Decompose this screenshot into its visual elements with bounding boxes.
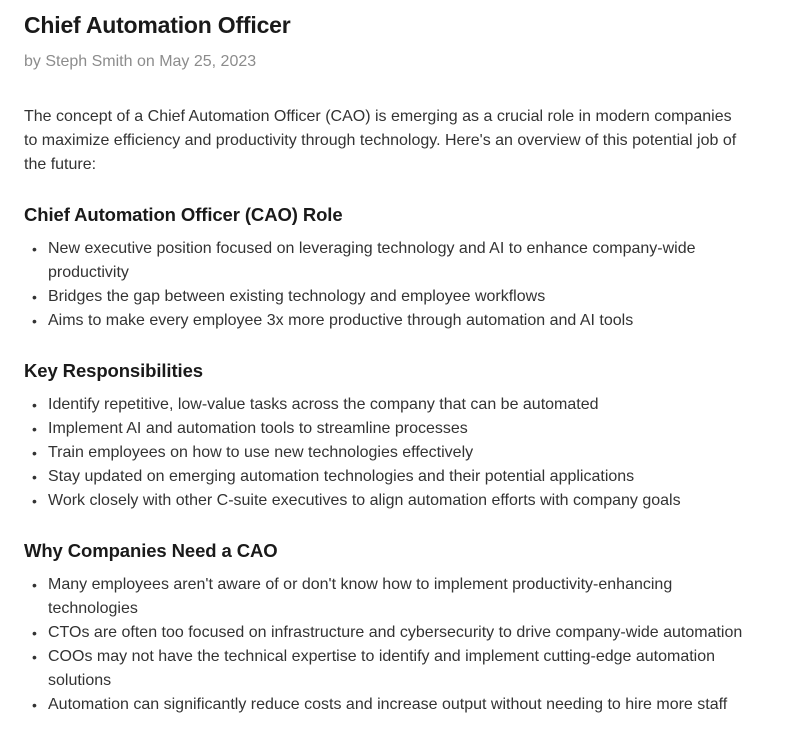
list-item-text: Stay updated on emerging automation technologies and their potential applications <box>48 468 635 485</box>
list-item <box>24 393 748 417</box>
list-item-text: Bridges the gap between existing technology and employee workflows <box>48 288 546 305</box>
bullet-icon: • <box>32 445 37 461</box>
list-item-text: Implement AI and automation tools to streamline processes <box>48 420 468 437</box>
list-item-text: Work closely with other C-suite executives to align automation efforts with company goals <box>48 492 681 509</box>
section-heading-why-companies-need-cao: Why Companies Need a CAO <box>24 540 278 561</box>
list-item-text: Many employees aren't aware of or don't know how to implement productivity-enhancing technologies <box>48 576 673 617</box>
list-item <box>24 285 748 309</box>
bullet-icon: • <box>32 241 37 257</box>
list-item-text: COOs may not have the technical expertise to identify and implement cutting-edge automation solutions <box>48 648 716 689</box>
intro-paragraph: The concept of a Chief Automation Officer (CAO) is emerging as a crucial role in modern companies to maximize efficiency and productivity through technology. Here's an overview of this potential job of the future: <box>24 108 737 173</box>
bullet-icon: • <box>32 469 37 485</box>
why-companies-need-cao-list <box>24 573 748 717</box>
list-item <box>24 489 748 513</box>
page-title: Chief Automation Officer <box>24 12 291 38</box>
list-item-text: Identify repetitive, low-value tasks across the company that can be automated <box>48 396 599 413</box>
byline: by Steph Smith on May 25, 2023 <box>24 53 257 70</box>
key-responsibilities-list <box>24 393 748 513</box>
bullet-icon: • <box>32 289 37 305</box>
list-item <box>24 621 748 645</box>
bullet-icon: • <box>32 397 37 413</box>
list-item-text: CTOs are often too focused on infrastructure and cybersecurity to drive company-wide automation <box>48 624 743 641</box>
list-item <box>24 465 748 489</box>
bullet-icon: • <box>32 313 37 329</box>
bullet-icon: • <box>32 649 37 665</box>
bullet-icon: • <box>32 577 37 593</box>
list-item <box>24 573 748 621</box>
list-item <box>24 645 748 693</box>
list-item <box>24 693 748 717</box>
list-item <box>24 237 748 285</box>
cao-role-list <box>24 237 748 333</box>
bullet-icon: • <box>32 625 37 641</box>
list-item-text: Train employees on how to use new technologies effectively <box>48 444 474 461</box>
list-item-text: New executive position focused on leveraging technology and AI to enhance company-wide productivity <box>48 240 696 281</box>
list-item-text: Aims to make every employee 3x more productive through automation and AI tools <box>48 312 634 329</box>
bullet-icon: • <box>32 697 37 713</box>
list-item <box>24 309 748 333</box>
bullet-icon: • <box>32 493 37 509</box>
bullet-icon: • <box>32 421 37 437</box>
section-heading-cao-role: Chief Automation Officer (CAO) Role <box>24 204 343 225</box>
list-item <box>24 441 748 465</box>
section-heading-key-responsibilities: Key Responsibilities <box>24 360 203 381</box>
list-item-text: Automation can significantly reduce costs and increase output without needing to hire more staff <box>48 696 728 713</box>
list-item <box>24 417 748 441</box>
